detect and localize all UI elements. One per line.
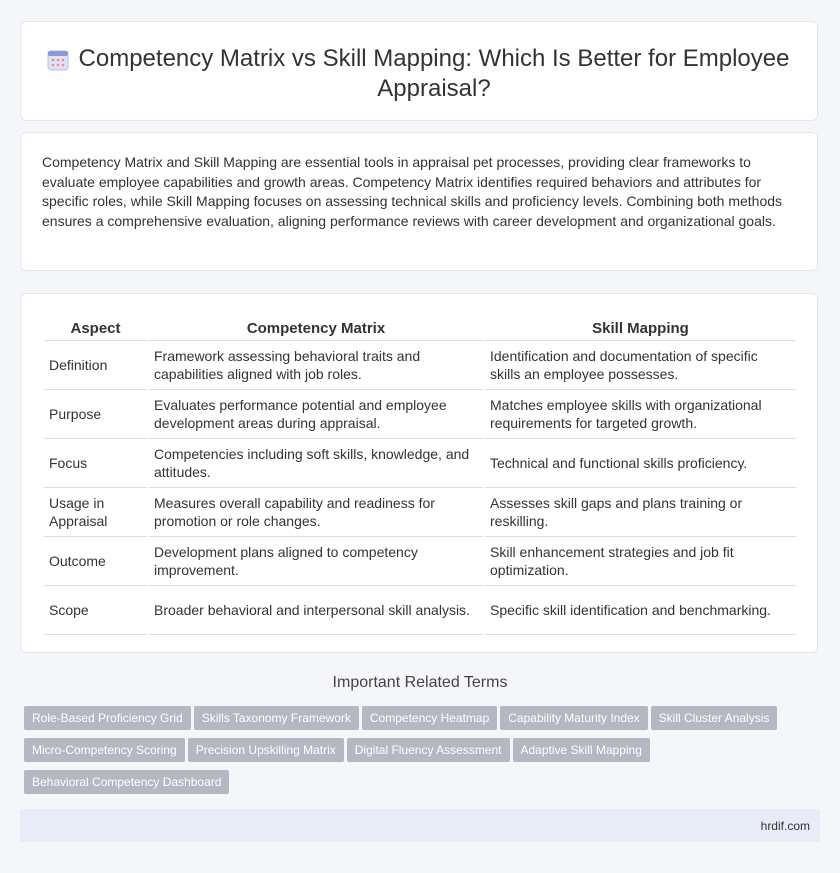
intro-card [20, 132, 818, 271]
competency-cell: Framework assessing behavioral traits and capabilities aligned with job roles. [149, 341, 483, 390]
aspect-cell: Outcome [44, 537, 147, 586]
competency-cell: Broader behavioral and interpersonal skill analysis. [149, 586, 483, 635]
competency-cell: Measures overall capability and readiness for promotion or role changes. [149, 488, 483, 537]
header-aspect: Aspect [44, 316, 147, 341]
competency-cell: Development plans aligned to competency improvement. [149, 537, 483, 586]
related-terms-list [24, 706, 814, 802]
title-card [20, 21, 818, 121]
table-row [44, 537, 796, 586]
skill-cell: Assesses skill gaps and plans training or reskilling. [485, 488, 796, 537]
related-term-tag[interactable]: Micro-Competency Scoring [24, 738, 185, 762]
related-term-tag[interactable]: Behavioral Competency Dashboard [24, 770, 229, 794]
aspect-cell: Focus [44, 439, 147, 488]
related-term-tag[interactable]: Digital Fluency Assessment [347, 738, 510, 762]
page-title: Competency Matrix vs Skill Mapping: Which Is Better for Employee Appraisal? [78, 45, 790, 102]
aspect-cell: Definition [44, 341, 147, 390]
header-competency-matrix: Competency Matrix [149, 316, 483, 341]
related-term-tag[interactable]: Role-Based Proficiency Grid [24, 706, 191, 730]
related-terms-heading: Important Related Terms [332, 674, 508, 691]
skill-cell: Skill enhancement strategies and job fit optimization. [485, 537, 796, 586]
competency-cell: Evaluates performance potential and employee development areas during appraisal. [149, 390, 483, 439]
aspect-cell: Purpose [44, 390, 147, 439]
table-row [44, 439, 796, 488]
related-term-tag[interactable]: Competency Heatmap [362, 706, 497, 730]
related-term-tag[interactable]: Skills Taxonomy Framework [194, 706, 359, 730]
skill-cell: Technical and functional skills proficiency. [485, 439, 796, 488]
table-row [44, 390, 796, 439]
footer [20, 809, 820, 842]
related-term-tag[interactable]: Skill Cluster Analysis [651, 706, 778, 730]
header-skill-mapping: Skill Mapping [485, 316, 796, 341]
skill-cell: Identification and documentation of specific skills an employee possesses. [485, 341, 796, 390]
related-term-tag[interactable]: Precision Upskilling Matrix [188, 738, 344, 762]
table-row [44, 341, 796, 390]
related-term-tag[interactable]: Adaptive Skill Mapping [513, 738, 650, 762]
competency-cell: Competencies including soft skills, knowledge, and attitudes. [149, 439, 483, 488]
comparison-card [20, 293, 818, 653]
skill-cell: Specific skill identification and benchmarking. [485, 586, 796, 635]
intro-paragraph: Competency Matrix and Skill Mapping are essential tools in appraisal pet processes, providing clear frameworks to evaluate employee capabilities and growth areas. Competency Matrix identifies required behaviors and attributes for specific roles, while Skill Mapping focuses on assessing technical skills and proficiency levels. Combining both methods ensures a comprehensive evaluation, aligning performance reviews with career development and organizational goals. [42, 154, 783, 229]
comparison-table [42, 316, 798, 635]
calendar-icon [46, 48, 70, 72]
table-row [44, 488, 796, 537]
title-wrap [21, 44, 817, 104]
table-row [44, 586, 796, 635]
aspect-cell: Usage in Appraisal [44, 488, 147, 537]
table-header-row [44, 316, 796, 341]
footer-site[interactable]: hrdif.com [760, 819, 810, 833]
related-term-tag[interactable]: Capability Maturity Index [500, 706, 647, 730]
skill-cell: Matches employee skills with organizational requirements for targeted growth. [485, 390, 796, 439]
aspect-cell: Scope [44, 586, 147, 635]
